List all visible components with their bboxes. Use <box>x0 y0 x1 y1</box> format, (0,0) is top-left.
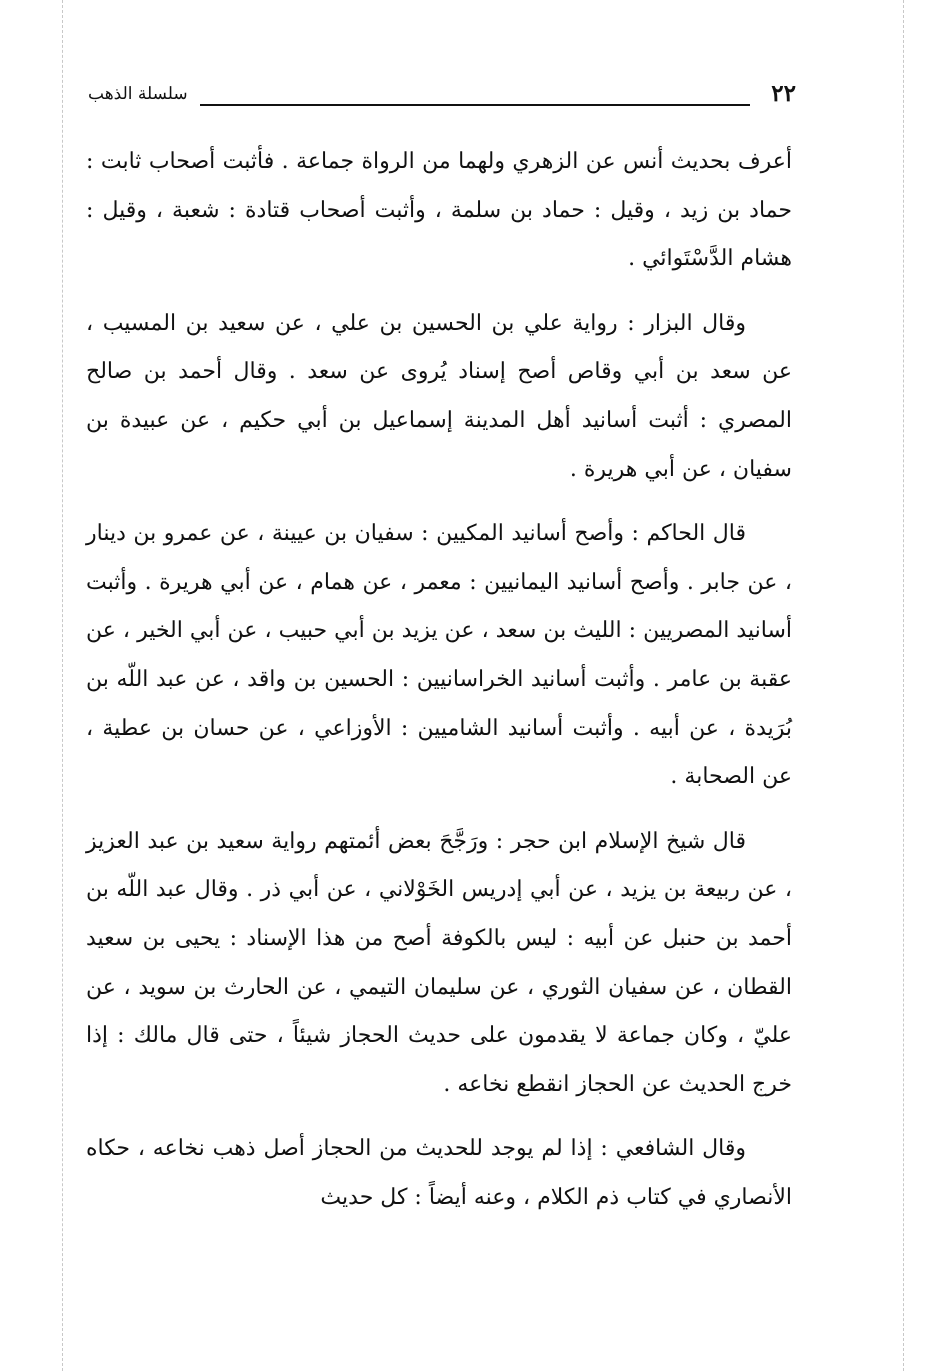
header-rule <box>200 104 750 106</box>
page-number: ٢٢ <box>771 80 796 107</box>
scan-fold-line-left <box>62 0 63 1371</box>
paragraph-4: قال شيخ الإسلام ابن حجر : ورَجَّحَ بعض أئمتهم رواية سعيد بن عبد العزيز ، عن ربيعة بن يزيد ، عن أبي إدريس الخَوْلاني ، عن أبي ذر . وقال عبد اللّه بن أحمد بن حنبل عن أبيه : ليس بالكوفة أصح من هذا الإسناد : يحيى بن سعيد القطان ، عن سفيان الثوري ، عن سليمان التيمي ، عن الحارث بن سويد ، عن عليّ ، وكان جماعة لا يقدمون على حديث الحجاز شيئاً ، حتى قال مالك : إذا خرج الحديث عن الحجاز انقطع نخاعه . <box>86 828 793 1097</box>
paragraph-2: وقال البزار : رواية علي بن الحسين بن علي ، عن سعيد بن المسيب ، عن سعد بن أبي وقاص أصح إسناد يُروى عن سعد . وقال أحمد بن صالح المصري : أثبت أسانيد أهل المدينة إسماعيل بن أبي حكيم ، عن عبيدة بن سفيان ، عن أبي هريرة . <box>86 310 792 482</box>
paragraph-1: أعرف بحديث أنس عن الزهري ولهما من الرواة جماعة . فأثبت أصحاب ثابت : حماد بن زيد ، وقيل : حماد بن سلمة ، وأثبت أصحاب قتادة : شعبة ، وقيل : هشام الدَّسْتَوائي . <box>86 149 792 272</box>
running-title: سلسلة الذهب <box>88 84 188 104</box>
paragraph-3: قال الحاكم : وأصح أسانيد المكيين : سفيان بن عيينة ، عن عمرو بن دينار ، عن جابر . وأصح أسانيد اليمانيين : معمر ، عن همام ، عن أبي هريرة . وأثبت أسانيد المصريين : الليث بن سعد ، عن يزيد بن أبي حبيب ، عن أبي الخير ، عن عقبة بن عامر . وأثبت أسانيد الخراسانيين : الحسين بن واقد ، عن عبد اللّه بن بُرَيدة ، عن أبيه . وأثبت أسانيد الشاميين : الأوزاعي ، عن حسان بن عطية ، عن الصحابة . <box>86 521 792 790</box>
page-body <box>86 138 792 1222</box>
paragraph-5: وقال الشافعي : إذا لم يوجد للحديث من الحجاز أصل ذهب نخاعه ، حكاه الأنصاري في كتاب ذم الكلام ، وعنه أيضاً : كل حديث <box>86 1136 792 1210</box>
scan-fold-line-right <box>903 0 904 1371</box>
page-header <box>88 80 796 118</box>
